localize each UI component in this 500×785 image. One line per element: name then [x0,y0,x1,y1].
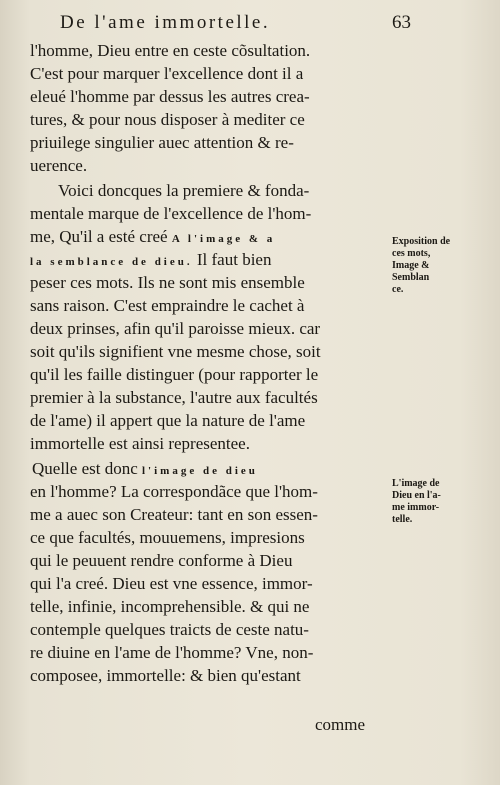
text-line: uerence. [30,156,88,175]
text-line: ce que facultés, mouuemens, impresions [30,528,305,547]
text-line: deux prinses, afin qu'il paroisse mieux. car [30,319,321,338]
margin-note-exposition [392,236,450,296]
catchword: comme [315,715,366,734]
text-run: Il faut bien [192,250,272,269]
text-line: premier à la substance, l'autre aux facultés [30,388,318,407]
text-line [30,249,271,273]
text-line: peser ces mots. Ils ne sont mis ensemble [30,273,305,292]
text-line: sans raison. C'est empraindre le cachet à [30,296,305,315]
text-line: immortelle est ainsi representee. [30,434,250,453]
text-line: soit qu'ils signifient vne mesme chose, soit [30,342,321,361]
text-line: tures, & pour nous disposer à mediter ce [30,110,305,129]
text-line: C'est pour marquer l'excellence dont il a [30,64,304,83]
margin-note-line: Exposition de [392,236,451,247]
small-caps-run: A l'image & a [171,233,276,245]
text-run: me, Qu'il a esté creé [30,227,172,246]
margin-note-line: L'image de [392,478,440,489]
page-number: 63 [392,12,411,33]
margin-note-image-de-dieu [392,478,441,526]
text-line: composee, immortelle: & bien qu'estant [30,666,301,685]
margin-note-line: me immor- [392,502,440,513]
text-line: qui l'a creé. Dieu est vne essence, immor- [30,574,313,593]
text-line: l'homme, Dieu entre en ceste cõsultation. [30,41,311,60]
text-line: re diuine en l'ame de l'homme? Vne, non- [30,643,314,662]
text-line: eleué l'homme par dessus les autres crea- [30,87,310,106]
small-caps-run: l'image de dieu [142,465,258,477]
margin-note-line: Dieu en l'a- [392,490,441,501]
text-line [32,458,258,482]
text-line: Voici doncques la premiere & fonda- [58,181,310,200]
margin-note-line: ces mots, [392,248,431,259]
text-line: de l'ame) il appert que la nature de l'ame [30,411,306,430]
text-line: mentale marque de l'excellence de l'hom- [30,204,312,223]
text-line: telle, infinie, incomprehensible. & qui ne [30,597,310,616]
text-line: en l'homme? La correspondãce que l'hom- [30,482,318,501]
text-line: qu'il les faille distinguer (pour rapporter le [30,365,319,384]
margin-note-line: Image & [392,260,430,271]
text-line [30,226,275,250]
text-line: priuilege singulier auec attention & re- [30,133,294,152]
text-run: Quelle est donc [32,459,142,478]
text-line: qui le peuuent rendre conforme à Dieu [30,551,293,570]
text-line: contemple quelques traicts de ceste natu- [30,620,309,639]
margin-note-line: Semblan [392,272,430,283]
margin-note-line: ce. [392,284,404,295]
running-title: De l'ame immortelle. [60,12,271,33]
text-line: me a auec son Createur: tant en son essen- [30,505,318,524]
margin-note-line: telle. [392,514,413,525]
small-caps-run: la semblance de dieu. [30,256,193,268]
